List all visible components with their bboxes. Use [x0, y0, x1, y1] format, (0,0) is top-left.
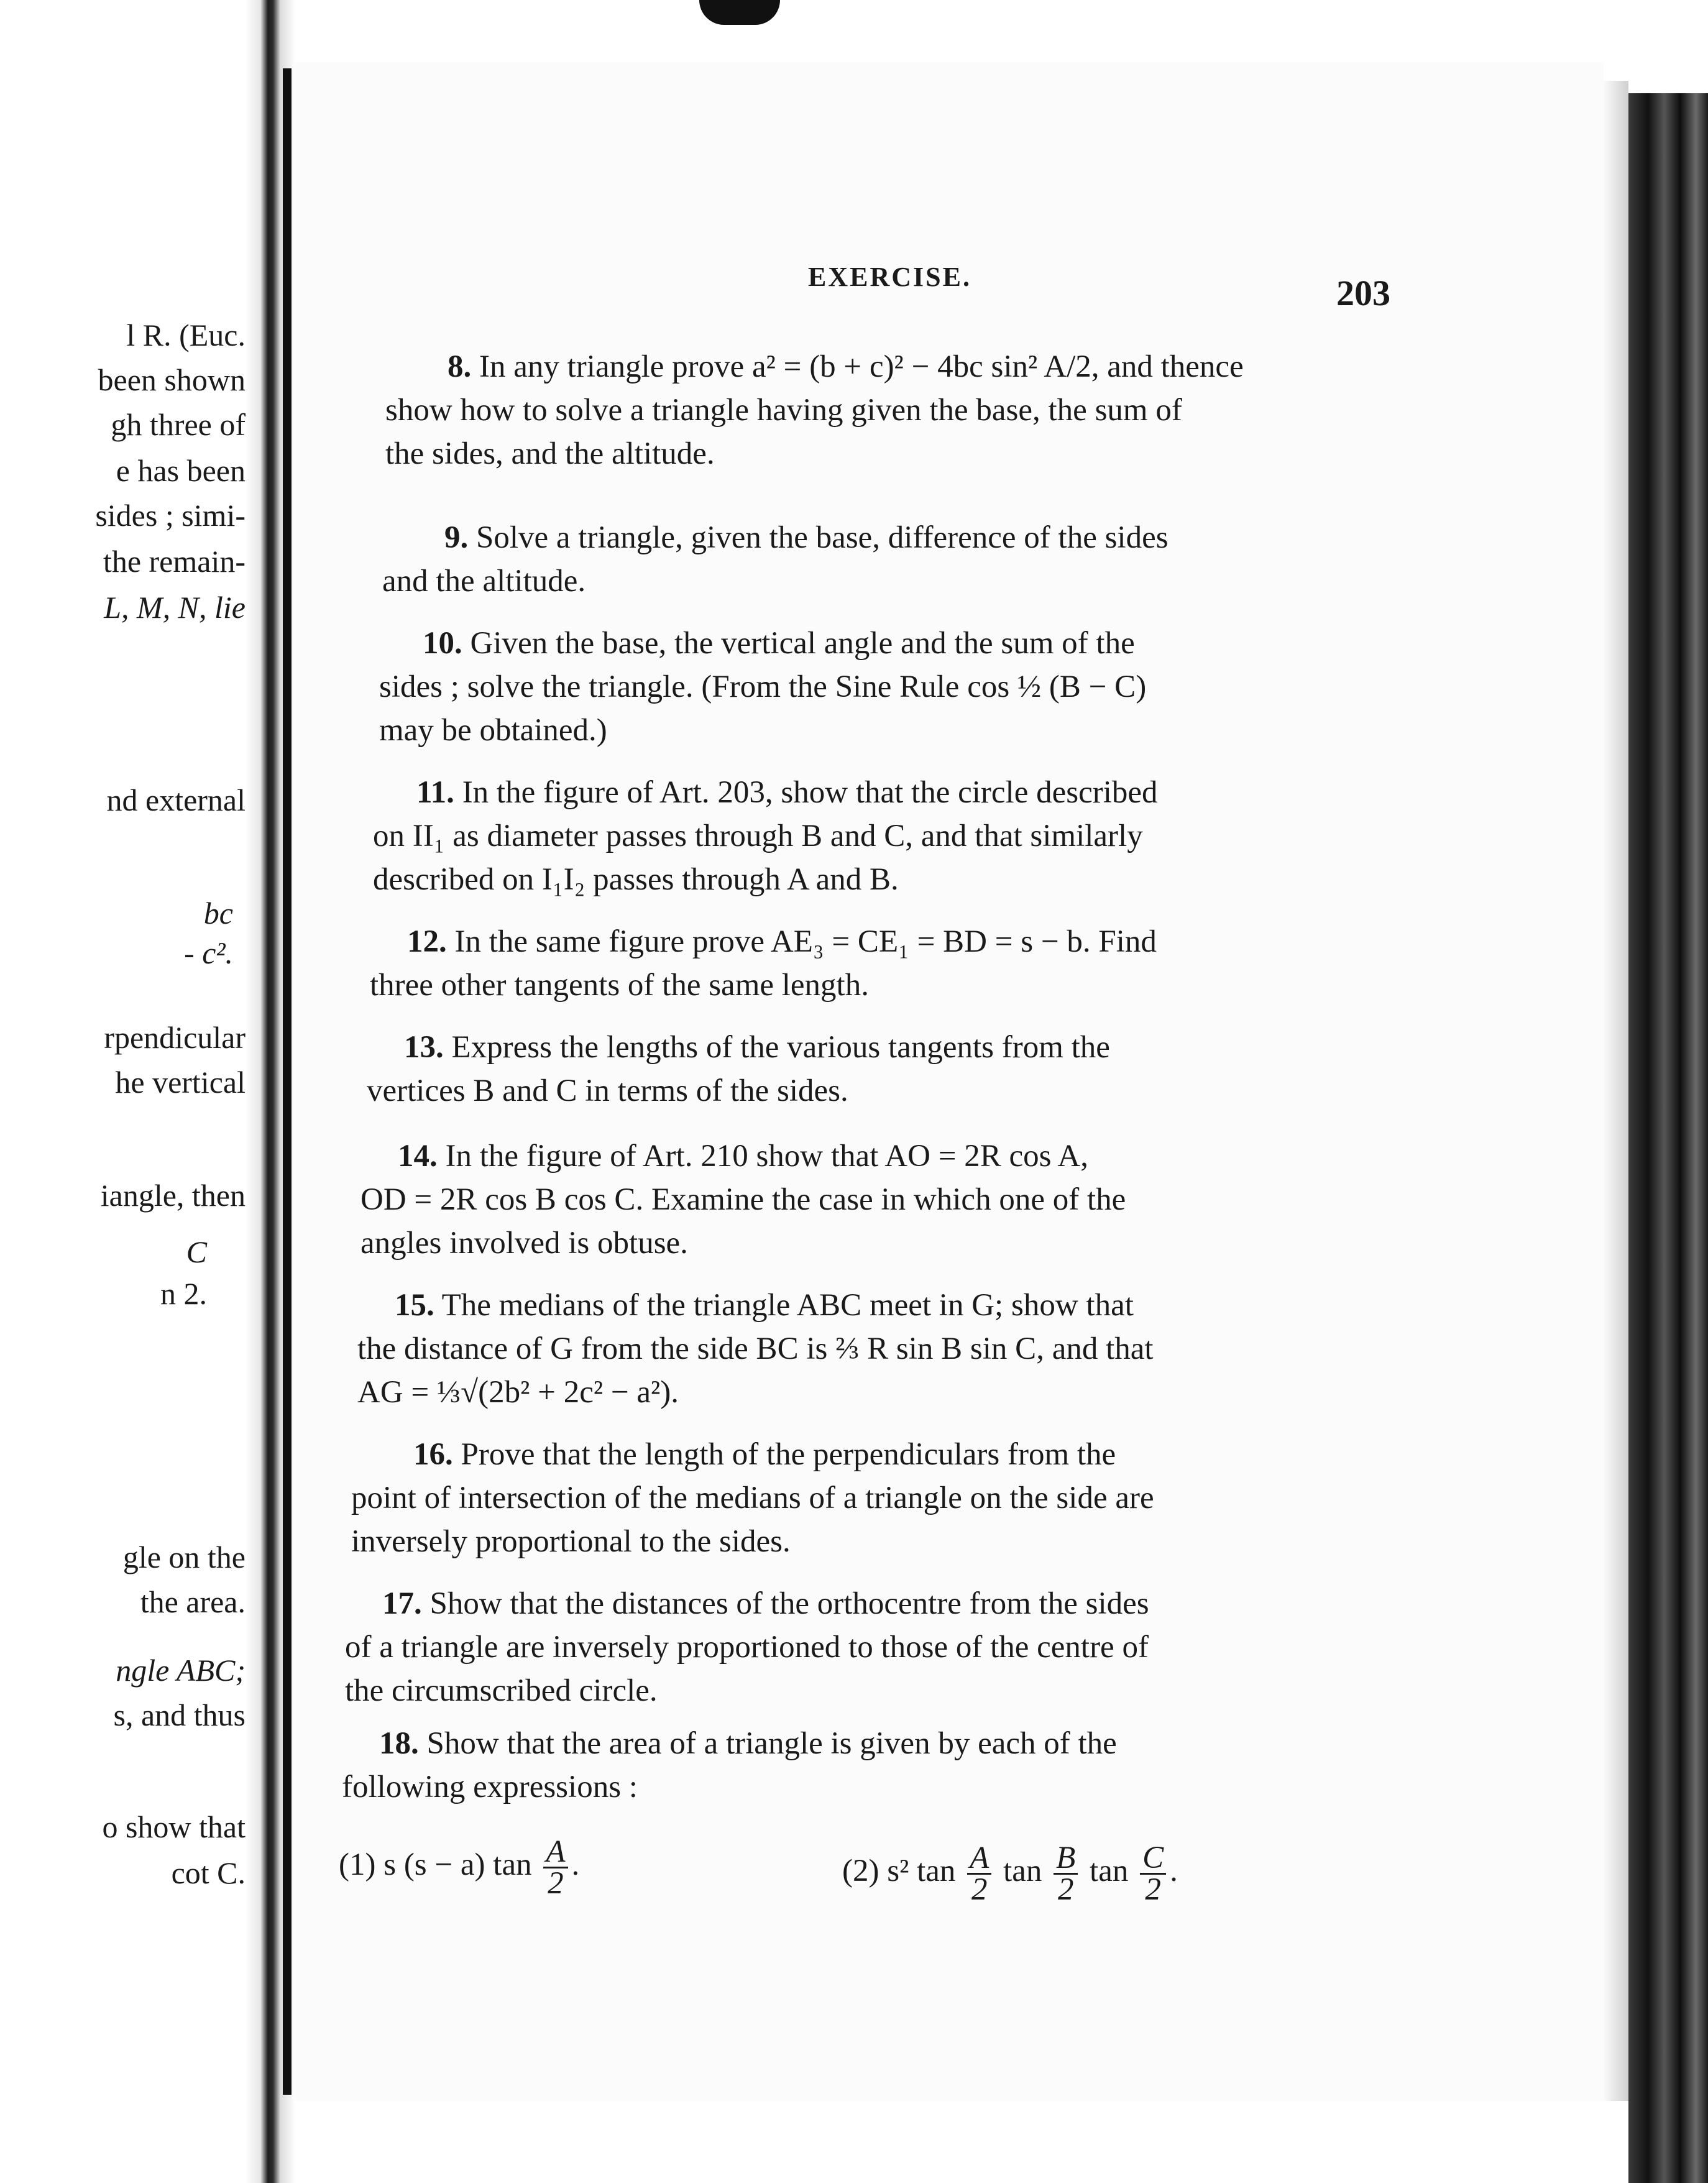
- exercise-line: In the same figure prove AE₃ = CE₁ = BD = s − b. Find: [454, 924, 1157, 959]
- left-fragment-line: sides ; simi-: [95, 498, 246, 533]
- exercise-11: [373, 771, 1380, 901]
- exercise-number: 8.: [448, 349, 472, 384]
- exercise-line: and the altitude.: [382, 564, 586, 599]
- left-page-fragment: [0, 0, 246, 2183]
- left-fragment-line: e has been: [116, 453, 246, 488]
- left-fragment-line: ngle ABC;: [116, 1653, 246, 1688]
- exercise-line: the distance of G from the side BC is ⅔ R sin B sin C, and that: [357, 1331, 1154, 1366]
- exercise-12: [370, 920, 1377, 1007]
- exercise-16: [351, 1433, 1358, 1563]
- exercise-18: [342, 1722, 1349, 1809]
- numerator: B: [1054, 1843, 1078, 1875]
- exercise-10: [379, 622, 1386, 752]
- fraction: [967, 1843, 991, 1905]
- fraction: [543, 1834, 567, 1901]
- exercise-number: 17.: [382, 1586, 422, 1621]
- numerator: A: [967, 1843, 991, 1875]
- exercise-line: vertices B and C in terms of the sides.: [367, 1073, 848, 1108]
- exercise-14: [360, 1134, 1367, 1265]
- formula-prefix: (1) s (s − a) tan: [339, 1847, 532, 1883]
- denominator: 2: [548, 1866, 564, 1901]
- left-fragment-line: he vertical: [115, 1065, 246, 1100]
- denominator: 2: [1057, 1872, 1074, 1907]
- left-fragment-line: gh three of: [111, 407, 246, 442]
- exercise-number: 14.: [398, 1139, 438, 1174]
- exercise-line: inversely proportional to the sides.: [351, 1524, 791, 1559]
- denominator: 2: [971, 1872, 988, 1907]
- page-number: 203: [1336, 273, 1390, 313]
- exercise-line: OD = 2R cos B cos C. Examine the case in which one of the: [360, 1182, 1126, 1217]
- book-edge: [1628, 93, 1708, 2183]
- exercise-13: [367, 1026, 1374, 1113]
- left-fragment-line: s, and thus: [113, 1698, 246, 1732]
- exercise-line: described on I₁I₂ passes through A and B.: [373, 862, 899, 897]
- exercise-line: In the figure of Art. 203, show that the circle described: [462, 775, 1158, 810]
- period: .: [571, 1847, 580, 1883]
- exercise-17: [345, 1582, 1352, 1712]
- exercise-line: In the figure of Art. 210 show that AO = 2R cos A,: [445, 1139, 1088, 1174]
- page-edge-shade: [1604, 81, 1628, 2101]
- formula-1: [339, 1834, 580, 1901]
- left-fragment-line: l R. (Euc.: [126, 318, 246, 352]
- exercise-line: three other tangents of the same length.: [370, 968, 869, 1003]
- exercise-number: 16.: [413, 1437, 453, 1472]
- numerator: A: [543, 1837, 567, 1868]
- scan-artifact: [699, 0, 780, 25]
- exercise-line: angles involved is obtuse.: [360, 1226, 688, 1261]
- left-fragment-line: - c².: [184, 935, 233, 970]
- left-fragment-line: gle on the: [122, 1540, 246, 1574]
- left-fragment-line: C: [186, 1234, 207, 1269]
- exercise-line: Express the lengths of the various tangents from the: [451, 1030, 1110, 1065]
- left-fragment-line: o show that: [102, 1809, 246, 1844]
- exercise-line: sides ; solve the triangle. (From the Sine Rule cos ½ (B − C): [379, 669, 1147, 704]
- exercise-line: the circumscribed circle.: [345, 1673, 658, 1708]
- left-fragment-line: iangle, then: [100, 1178, 246, 1213]
- exercise-line: The medians of the triangle ABC meet in G; show that: [441, 1288, 1134, 1323]
- exercise-line: Show that the area of a triangle is given by each of the: [426, 1726, 1117, 1761]
- period: .: [1170, 1854, 1178, 1889]
- running-header: EXERCISE.: [808, 262, 971, 292]
- exercise-line: on II₁ as diameter passes through B and C, and that similarly: [373, 819, 1143, 853]
- formula-2: [842, 1843, 1178, 1905]
- left-fragment-line: nd external: [106, 783, 246, 817]
- exercise-number: 12.: [407, 924, 447, 959]
- left-fragment-line: the remain-: [103, 544, 246, 579]
- exercise-line: Prove that the length of the perpendiculars from the: [461, 1437, 1116, 1472]
- left-fragment-line: cot C.: [171, 1855, 246, 1890]
- exercise-number: 15.: [395, 1288, 434, 1323]
- left-fragment-line: L, M, N, lie: [104, 590, 246, 625]
- exercise-line: In any triangle prove a² = (b + c)² − 4bc sin² A/2, and thence: [479, 349, 1244, 384]
- tan-label: tan: [1003, 1854, 1042, 1889]
- exercise-line: following expressions :: [342, 1770, 638, 1804]
- spine-shadow: [283, 68, 292, 2095]
- exercise-line: Given the base, the vertical angle and the sum of the: [470, 626, 1135, 661]
- exercise-line: show how to solve a triangle having given the base, the sum of: [385, 393, 1182, 428]
- exercise-15: [357, 1284, 1364, 1414]
- exercise-number: 9.: [444, 520, 469, 555]
- exercise-line: the sides, and the altitude.: [385, 436, 715, 471]
- exercise-line: point of intersection of the medians of a triangle on the side are: [351, 1481, 1154, 1515]
- tan-label: tan: [1090, 1854, 1129, 1889]
- fraction: [1140, 1843, 1166, 1905]
- exercise-line: AG = ⅓√(2b² + 2c² − a²).: [357, 1375, 679, 1410]
- exercise-line: Solve a triangle, given the base, difference of the sides: [476, 520, 1169, 555]
- formula-prefix: (2) s² tan: [842, 1854, 956, 1889]
- exercise-line: of a triangle are inversely proportioned to those of the centre of: [345, 1630, 1149, 1665]
- exercise-line: may be obtained.): [379, 713, 607, 748]
- left-fragment-line: n 2.: [160, 1276, 207, 1311]
- exercise-number: 11.: [416, 775, 454, 810]
- exercise-number: 13.: [404, 1030, 444, 1065]
- exercise-line: Show that the distances of the orthocentre from the sides: [429, 1586, 1149, 1621]
- left-fragment-line: the area.: [140, 1584, 246, 1619]
- exercise-number: 10.: [423, 626, 462, 661]
- denominator: 2: [1145, 1872, 1161, 1907]
- exercise-8: [385, 345, 1392, 476]
- fraction: [1054, 1843, 1078, 1905]
- left-fragment-line: rpendicular: [104, 1020, 246, 1055]
- left-fragment-line: bc: [203, 896, 233, 931]
- numerator: C: [1140, 1843, 1166, 1875]
- exercise-9: [382, 516, 1389, 603]
- exercise-number: 18.: [379, 1726, 419, 1761]
- left-fragment-line: been shown: [98, 362, 246, 397]
